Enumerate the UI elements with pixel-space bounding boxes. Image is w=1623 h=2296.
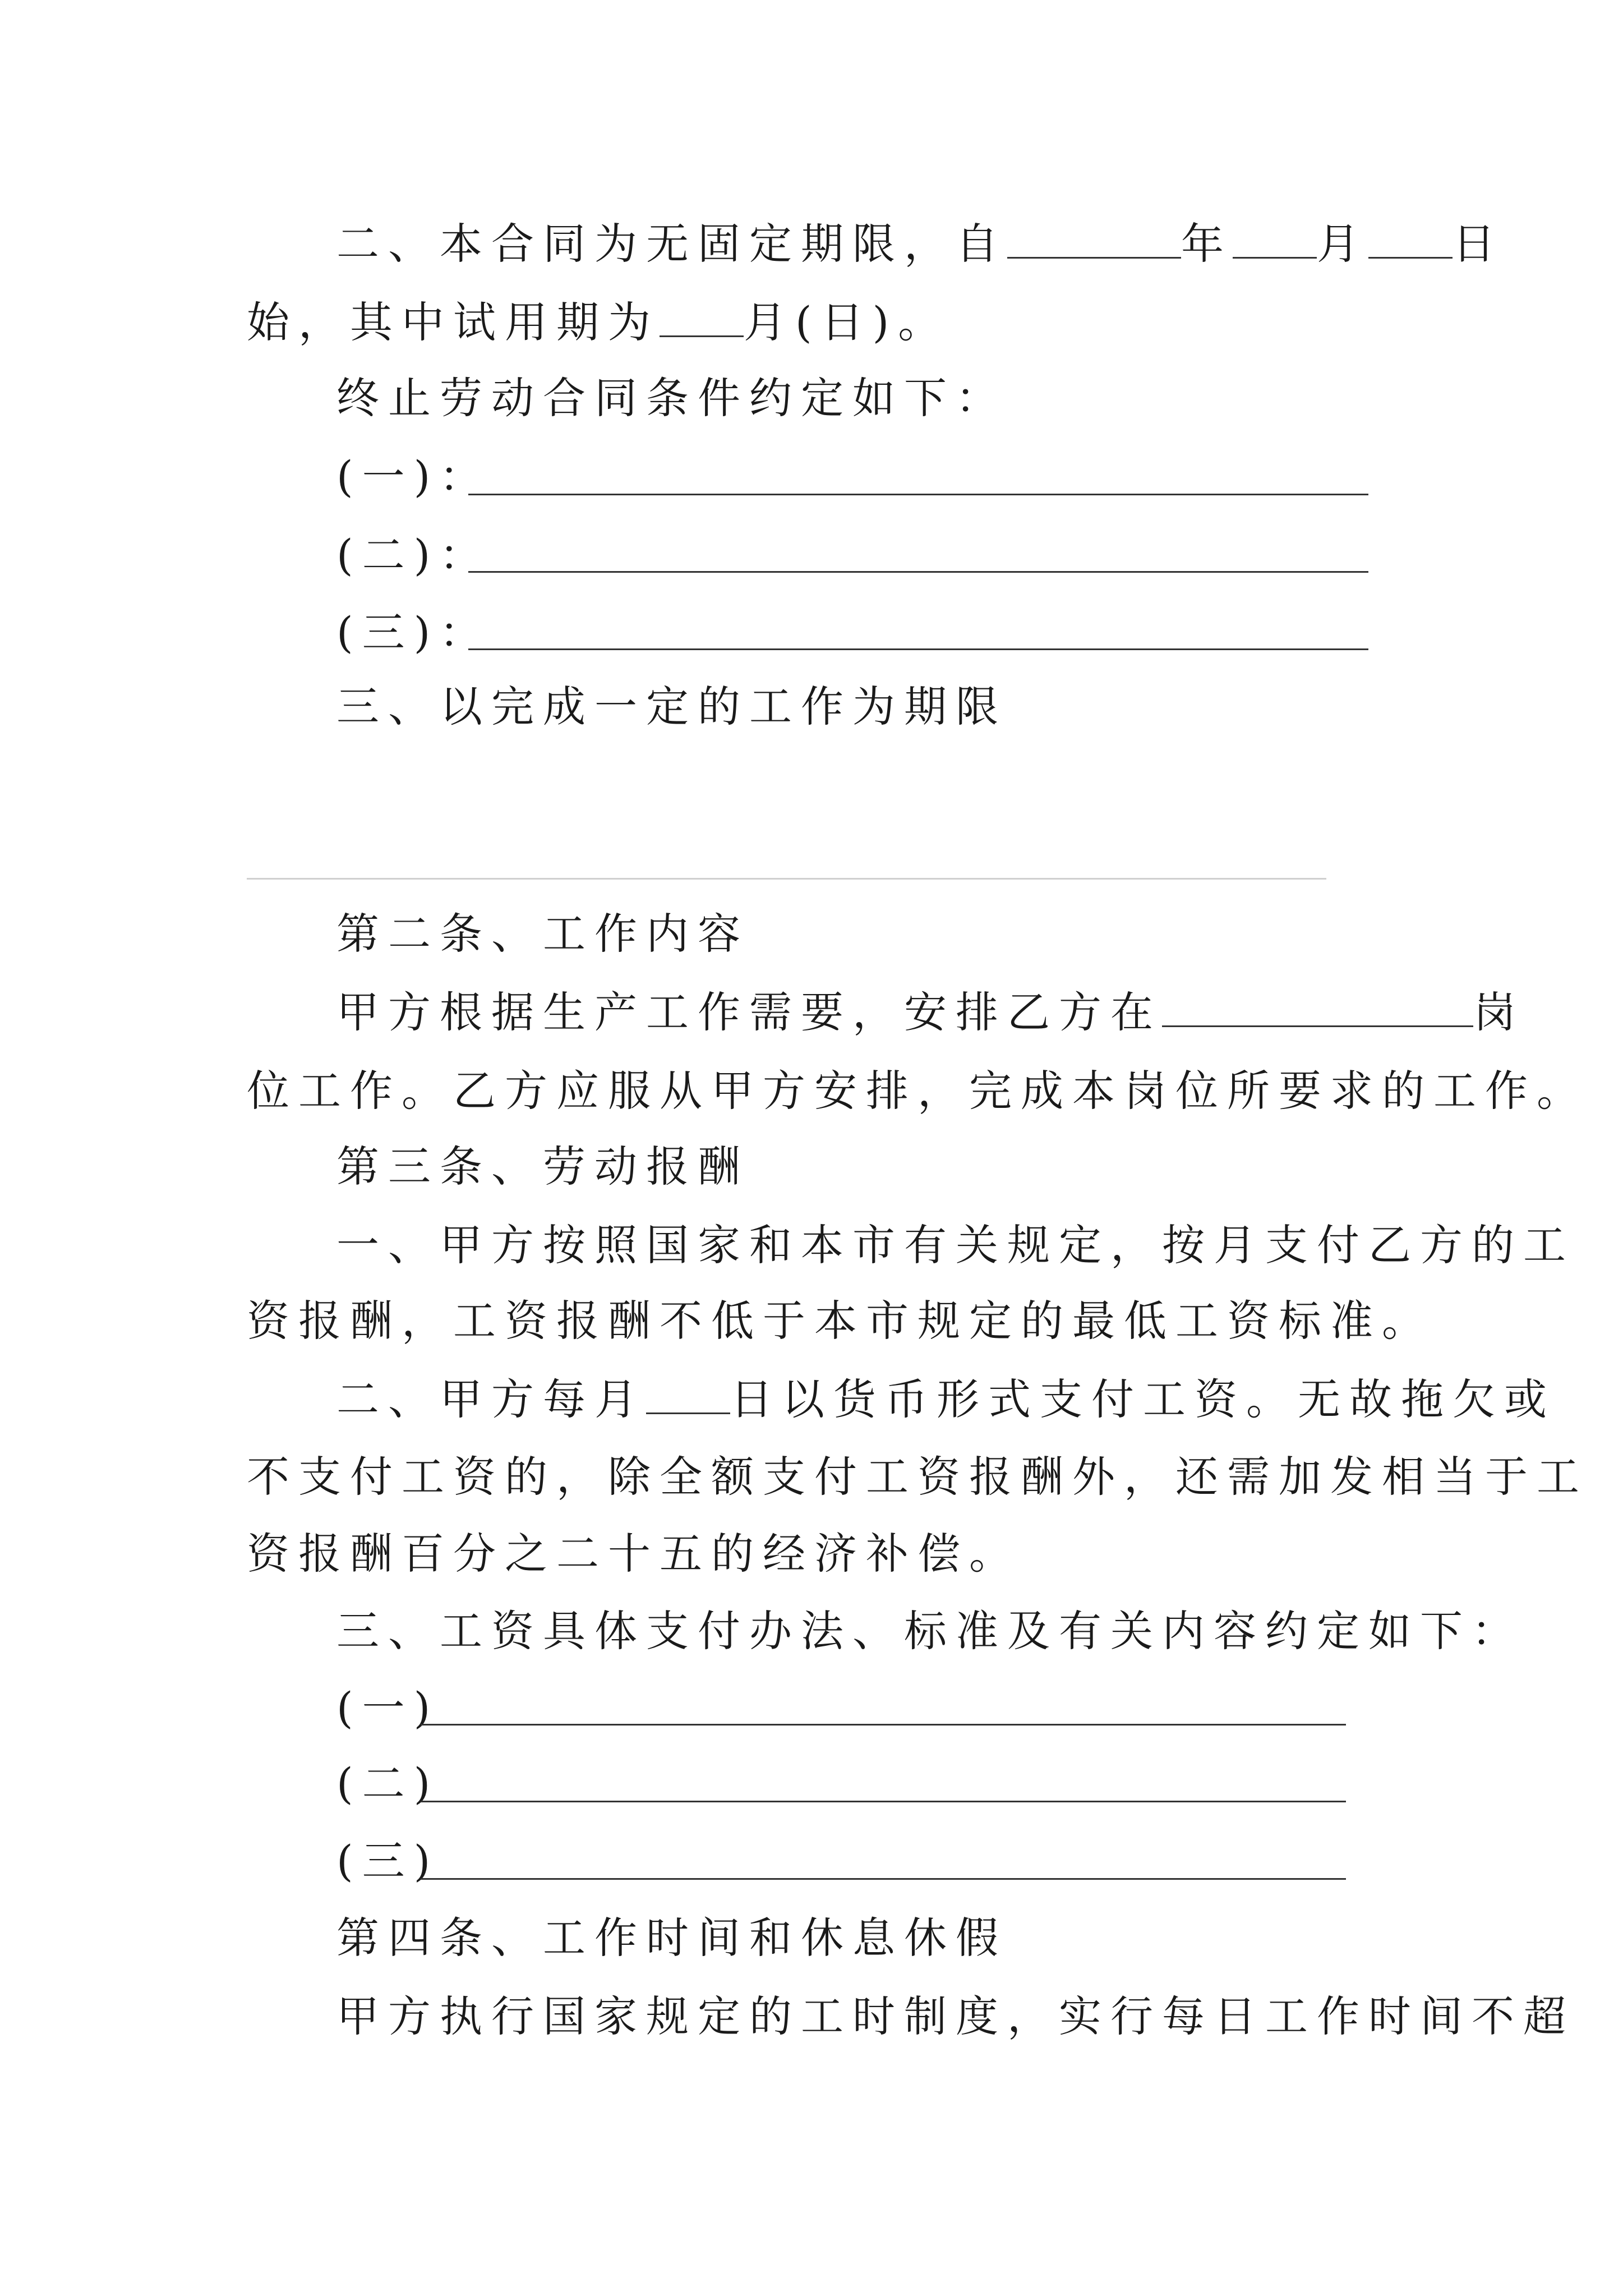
job-assignment	[336, 984, 1525, 1041]
position-blank[interactable]	[1162, 986, 1473, 1027]
text: 二、甲方每月	[336, 1374, 646, 1424]
article-2-heading: 第二条、工作内容	[336, 909, 749, 959]
text: 月	[1317, 219, 1368, 269]
salary-clause-1: 一、甲方按照国家和本市有关规定，按月支付乙方的工	[336, 1220, 1575, 1270]
month-blank[interactable]	[1233, 218, 1317, 259]
salary-clause-2-cont-2: 资报酬百分之二十五的经济补偿。	[247, 1529, 1021, 1579]
text: 岗	[1473, 987, 1525, 1037]
item-label: (一)：	[336, 452, 491, 501]
text: 二、本合同为无固定期限，自	[336, 219, 1007, 269]
termination-condition-1-blank[interactable]	[468, 454, 1368, 495]
payday-blank[interactable]	[646, 1373, 730, 1414]
item-label: (一)	[336, 1683, 440, 1733]
text: 日	[1453, 219, 1504, 269]
item-label: (三)	[336, 1836, 440, 1886]
year-blank[interactable]	[1007, 218, 1181, 259]
salary-clause-2	[336, 1372, 1556, 1428]
text: 甲方根据生产工作需要，安排乙方在	[336, 987, 1162, 1037]
salary-clause-1-cont: 资报酬，工资报酬不低于本市规定的最低工资标准。	[247, 1296, 1433, 1346]
salary-item-3-blank[interactable]	[421, 1839, 1346, 1880]
salary-clause-3: 三、工资具体支付办法、标准及有关内容约定如下：	[336, 1606, 1523, 1656]
text: 日以货币形式支付工资。无故拖欠或	[730, 1374, 1556, 1424]
probation-blank[interactable]	[660, 296, 744, 337]
article-4-heading: 第四条、工作时间和休息休假	[336, 1913, 1007, 1963]
text: 年	[1181, 219, 1233, 269]
day-blank[interactable]	[1368, 218, 1453, 259]
salary-item-1-blank[interactable]	[421, 1685, 1346, 1726]
termination-conditions-heading: 终止劳动合同条件约定如下：	[336, 373, 1007, 423]
text: 始，其中试用期为	[247, 297, 660, 347]
item-label: (二)：	[336, 530, 491, 580]
job-assignment-cont: 位工作。乙方应服从甲方安排，完成本岗位所要求的工作。	[247, 1066, 1588, 1116]
clause-3-task-based-term: 三、以完成一定的工作为期限	[336, 682, 1007, 731]
salary-item-2-blank[interactable]	[421, 1761, 1346, 1802]
item-label: (二)	[336, 1759, 440, 1809]
clause-2-term-start	[336, 216, 1504, 272]
termination-condition-3-blank[interactable]	[468, 609, 1368, 650]
page-divider	[247, 878, 1326, 880]
working-hours-clause: 甲方执行国家规定的工时制度，实行每日工作时间不超	[336, 1991, 1575, 2041]
text: 月(日)。	[744, 297, 950, 347]
item-label: (三)：	[336, 608, 491, 657]
salary-clause-2-cont: 不支付工资的，除全额支付工资报酬外，还需加发相当于工	[247, 1452, 1588, 1502]
probation-period	[247, 295, 949, 351]
article-3-heading: 第三条、劳动报酬	[336, 1142, 749, 1191]
termination-condition-2-blank[interactable]	[468, 532, 1368, 573]
